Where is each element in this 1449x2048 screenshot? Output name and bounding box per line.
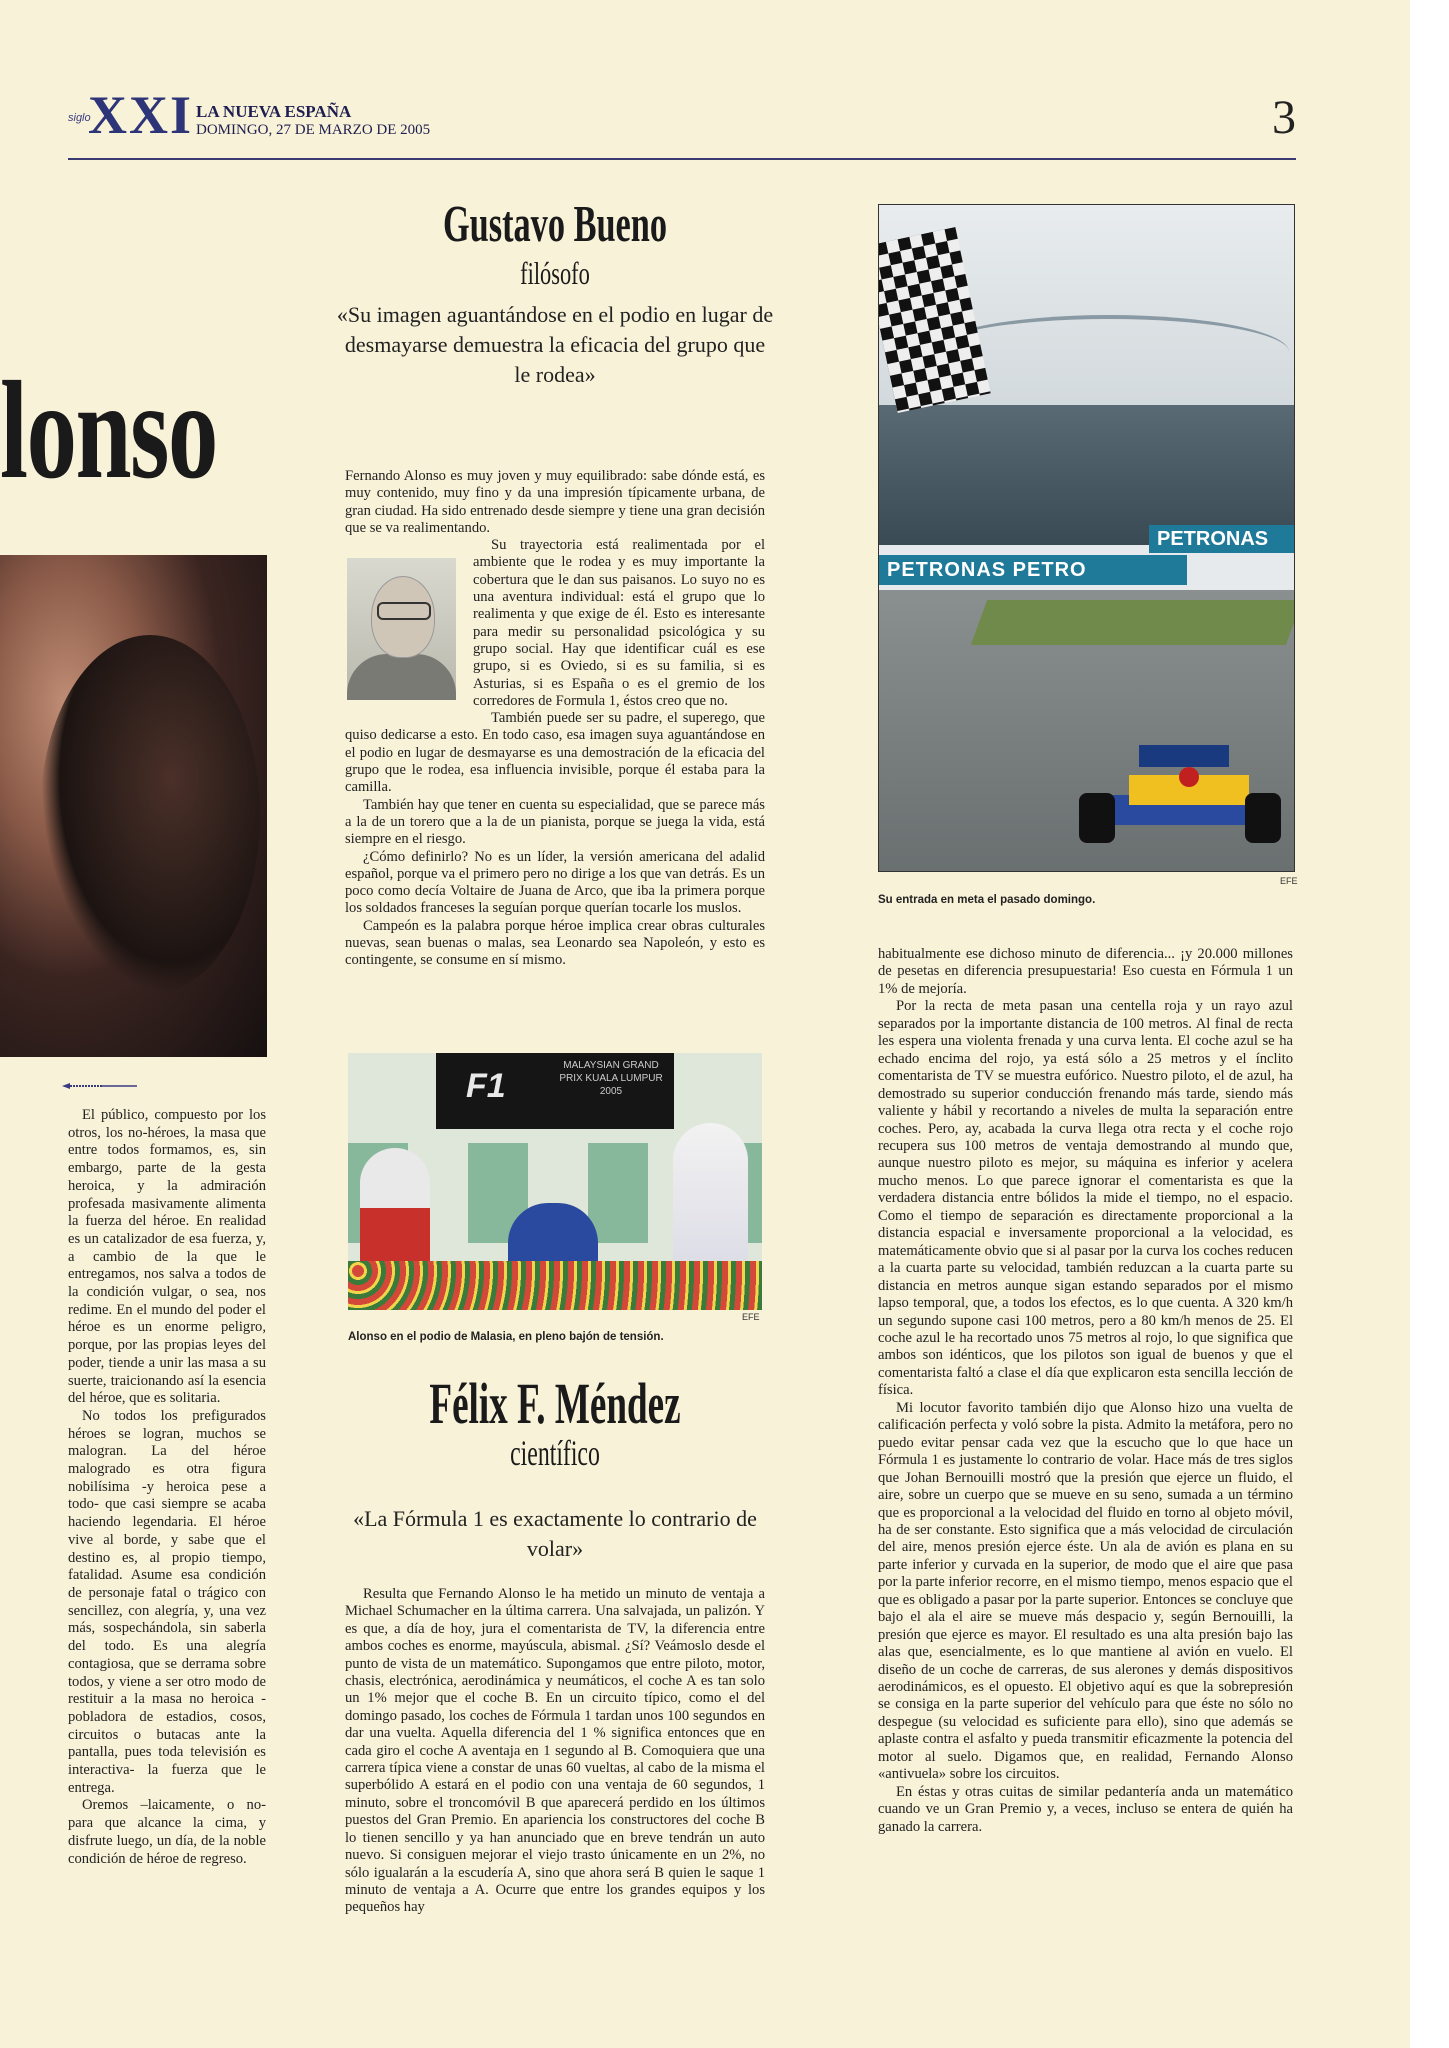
mendez-article-continued — [878, 946, 1293, 1836]
gp-banner — [436, 1053, 674, 1129]
photo-caption: Su entrada en meta el pasado domingo. — [878, 894, 1096, 906]
sponsor-banner: PETRONAS — [1149, 525, 1295, 553]
paragraph: En éstas y otras cuitas de similar pedantería anda un matemático cuando ve un Gran Premio y, a veces, incluso se entera de quién ha ganado la carrera. — [878, 1783, 1293, 1835]
sponsor-banner: PETRONAS PETRO — [879, 555, 1187, 585]
headline-fragment: lonso — [0, 353, 217, 508]
author-photo — [347, 558, 456, 700]
paragraph: Campeón es la palabra porque héroe implica crear obras culturales nuevas, sean buenas o malas, sea Leonardo sea Napoleón, y esto es contingente, se consume en sí mismo. — [345, 917, 765, 969]
banner-text: MALAYSIAN GRAND PRIX KUALA LUMPUR 2005 — [559, 1060, 663, 1097]
essay-column — [68, 1107, 266, 1868]
pull-quote: «La Fórmula 1 es exactamente lo contrario de volar» — [353, 1506, 757, 1561]
section-logo: XXI — [88, 85, 194, 145]
paragraph: También puede ser su padre, el superego, que quiso dedicarse a esto. En todo caso, esa imagen suya aguantándose en el podio en lugar de desmayarse es una demostración de la eficacia del grupo que le rodea, esa influencia invisible, porque él estaba para la camilla. — [345, 710, 765, 796]
page-header — [68, 85, 1296, 160]
section-prefix: siglo — [68, 112, 91, 124]
paragraph: También hay que tener en cuenta su especialidad, que se parece más a la de un torero que a la de un pianista, porque se juega la vida, está siempre en el riesgo. — [345, 796, 765, 848]
author-name: Gustavo Bueno — [442, 196, 668, 253]
photo-credit: EFE — [1280, 876, 1298, 886]
race-car-icon — [1069, 735, 1289, 845]
race-finish-photo — [878, 204, 1295, 872]
paragraph: Oremos –laicamente, o no- para que alcance la cima, y disfrute luego, un día, de la noble condición de héroe de regreso. — [68, 1797, 266, 1867]
bueno-article — [345, 468, 765, 970]
paragraph: Por la recta de meta pasan una centella roja y un rayo azul separados por la importante distancia de 100 metros. Al final de recta les espera una violenta frenada y una curva lenta. El coche azul se ha echado encima del rojo, ya está sólo a 25 metros y el ínclito comentarista de TV se muestra eufórico. Nuestro piloto, el de azul, ha demostrado su superior conducción frenando más tarde, siendo más valiente y hábil y recortando a niveles de multa la separación entre coches. Pero, ay, acabada la curva llega otra recta y el coche rojo recupera sus 100 metros de ventaja demostrando al mundo que, aunque nuestro piloto es mejor, su máquina es inferior y acelera mucho menos. Lo que parece ignorar el comentarista es que la verdadera distancia entre bólidos la mide el tiempo, no el espacio. Como el tiempo de separación es directamente proporcional a la distancia espacial e inversamente proporcional a la velocidad, es matemáticamente obvio que si al pasar por la curva los coches reducen a la cuarta parte su velocidad, también reduzcan a la cuarta parte su distancia en metros aunque sigan estando separados por el mismo lapso temporal, que, a todos los efectos, es lo que cuenta. A 320 km/h un segundo supone casi 100 metros, pero a 80 km/h menos de 25. El coche azul le ha recortado unos 75 metros al rojo, lo que significa que ambos son idénticos, que los pilotos son igual de buenos y que el comentarista faltó a clase el día que explicaron esta sencilla lección de física. — [878, 998, 1293, 1399]
arrow-ornament-icon — [62, 1083, 137, 1089]
photo-caption: Alonso en el podio de Malasia, en pleno bajón de tensión. — [348, 1331, 664, 1343]
page-edge — [1410, 0, 1449, 2048]
mendez-article — [345, 1586, 765, 1917]
portrait-photo — [0, 555, 267, 1057]
paragraph: ¿Cómo definirlo? No es un líder, la versión americana del adalid español, porque va el primero pero no dirige a los que van detrás. Es un poco como decía Voltaire de Juana de Arco, que iba la primera porque los soldados franceses la seguían porque querían tocarle los muslos. — [345, 848, 765, 917]
issue-date: DOMINGO, 27 DE MARZO DE 2005 — [196, 122, 431, 138]
author-role: científico — [510, 1433, 600, 1473]
author-role: filósofo — [520, 255, 590, 291]
page-number: 3 — [1272, 91, 1296, 144]
paragraph: El público, compuesto por los otros, los no-héroes, la masa que entre todos formamos, es, sin embargo, parte de la gesta heroica, y la admiración profesada masivamente alimenta la fuerza del héroe. En realidad es un catalizador de esa fuerza, y, a cambio de la que le entregamos, nos salva a todos de la condición vulgar, o sea, nos redime. En el mundo del poder el héroe es un enorme peligro, porque, por las propias leyes del poder, tiende a unir las masa a su suerte, traicionando así la esencia del héroe, que es solitaria. — [68, 1107, 266, 1407]
paragraph: Mi locutor favorito también dijo que Alonso hizo una vuelta de calificación perfecta y voló sobre la pista. Admito la metáfora, pero no puedo evitar pensar cada vez que la escucho que lo que hace un Fórmula 1 es justamente lo contrario de volar. Hace más de tres siglos que Johan Bernouilli mostró que la presión que ejerce un fluido, el aire, sobre un cuerpo que se mueve en su seno, sumada a un término que es proporcional a la velocidad del fluido en torno al objeto móvil, ha de ser constante. Esto significa que a más velocidad de circulación del aire, menos presión ejerce éste. Un ala de avión es plana en su parte inferior y curvada en la superior, de modo que el aire que pasa por la parte inferior recorre, en el mismo tiempo, menos espacio que el que es obligado a pasar por la parte superior. Entonces se concluye que bajo el ala el aire se mueve más despacio y, según Bernouilli, la presión que ejerce es mayor. El resultado es una alta presión bajo las alas que, esencialmente, es lo que mantiene al avión en vuelo. El diseño de un coche de carreras, de sus alerones y demás dispositivos aerodinámicos, es el opuesto. El objetivo aquí es que la sobrepresión se consiga en la parte superior del vehículo para que éste no sólo no despegue (su velocidad es suficiente para ello), sino que además se aplaste contra el asfalto y pueda transmitir eficazmente la potencia del motor al suelo. Digamos que, en realidad, Fernando Alonso «antivuela» sobre los circuitos. — [878, 1399, 1293, 1783]
paragraph: habitualmente ese dichoso minuto de diferencia... ¡y 20.000 millones de pesetas en diferencia presupuestaria! Eso cuesta en Fórmula 1 un 1% de mejoría. — [878, 946, 1293, 997]
paragraph: No todos los prefigurados héroes se logran, muchos se malogran. La del héroe malogrado es otra figura nobilísima -y heroica pese a todo- que casi siempre se acaba haciendo legendaria. El héroe vive al borde, y sabe que el destino es, al propio tiempo, fatalidad. Asume esa condición de personaje fatal o trágico con sencillez, con alegría, y, una vez más, sospechándola, sin saberla del todo. Es una alegría contagiosa, que se derrama sobre todos, y viene a ser otro modo de restituir a la masa no heroica -pobladora de estadios, cosos, circuitos o butacas ante la pantalla, pues toda televisión es interactiva- la fuerza que le entrega. — [68, 1407, 266, 1796]
paragraph: Resulta que Fernando Alonso le ha metido un minuto de ventaja a Michael Schumacher en la última carrera. Una salvajada, un palizón. Y es que, a día de hoy, jura el comentarista de TV, la diferencia entre ambos coches es enorme, mayúscula, abismal. ¿Sí? Veámoslo desde el punto de vista de un matemático. Supongamos que entre piloto, motor, chasis, electrónica, aerodinámica y neumáticos, el coche A es tan solo un 1% mejor que el coche B. En un circuito típico, como el del domingo pasado, los coches de Fórmula 1 tardan unos 100 segundos en dar una vuelta. Aquella diferencia del 1 % significa entonces que en cada giro el coche A aventaja en 1 segundo al B. Comoquiera que una carrera típica viene a constar de unas 60 vueltas, al cabo de la misma el superbólido A estará en el podio con una ventaja de 60 segundos, 1 minuto, sobre el troncomóvil B que aparecerá perdido en los últimos puestos del Gran Premio. En apariencia los constructores del coche B lo tienen sencillo y ya han anunciado que en breve tendrán un auto nuevo. Si consiguen mejorar el viejo trasto únicamente en un 2%, no sólo igualarán a la escudería A, sino que ahora será B quien le saque 1 minuto de ventaja a A. Ocurre que entre los grandes equipos y los pequeños hay — [345, 1586, 765, 1916]
pull-quote: «Su imagen aguantándose en el podio en lugar de desmayarse demuestra la eficacia del grupo que le rodea» — [336, 302, 774, 387]
author-name: Félix F. Méndez — [429, 1371, 681, 1436]
paragraph: Su trayectoria está realimentada por el ambiente que le rodea y es muy importante la cobertura que le dan sus paisanos. Lo suyo no es una aventura individual: está el grupo que lo realimenta y que exige de él. Esto es interesante para medir su personalidad psicológica y su grupo social. Hay que identificar cuál es ese grupo, si es Oviedo, si es su familia, si es Asturias, si es España o es el gremio de los corredores de Formula 1, éstos creo que no. — [473, 537, 765, 709]
paragraph: Fernando Alonso es muy joven y muy equilibrado: sabe dónde está, es muy contenido, muy fino y da una impresión típicamente urbana, de gran ciudad. Ha sido entrenado desde siempre y tiene una gran decisión que se va realimentando. — [345, 468, 765, 536]
newspaper-name: LA NUEVA ESPAÑA — [196, 102, 352, 121]
podium-photo — [348, 1053, 762, 1310]
photo-credit: EFE — [742, 1312, 760, 1322]
f1-logo: F1 — [466, 1067, 506, 1105]
